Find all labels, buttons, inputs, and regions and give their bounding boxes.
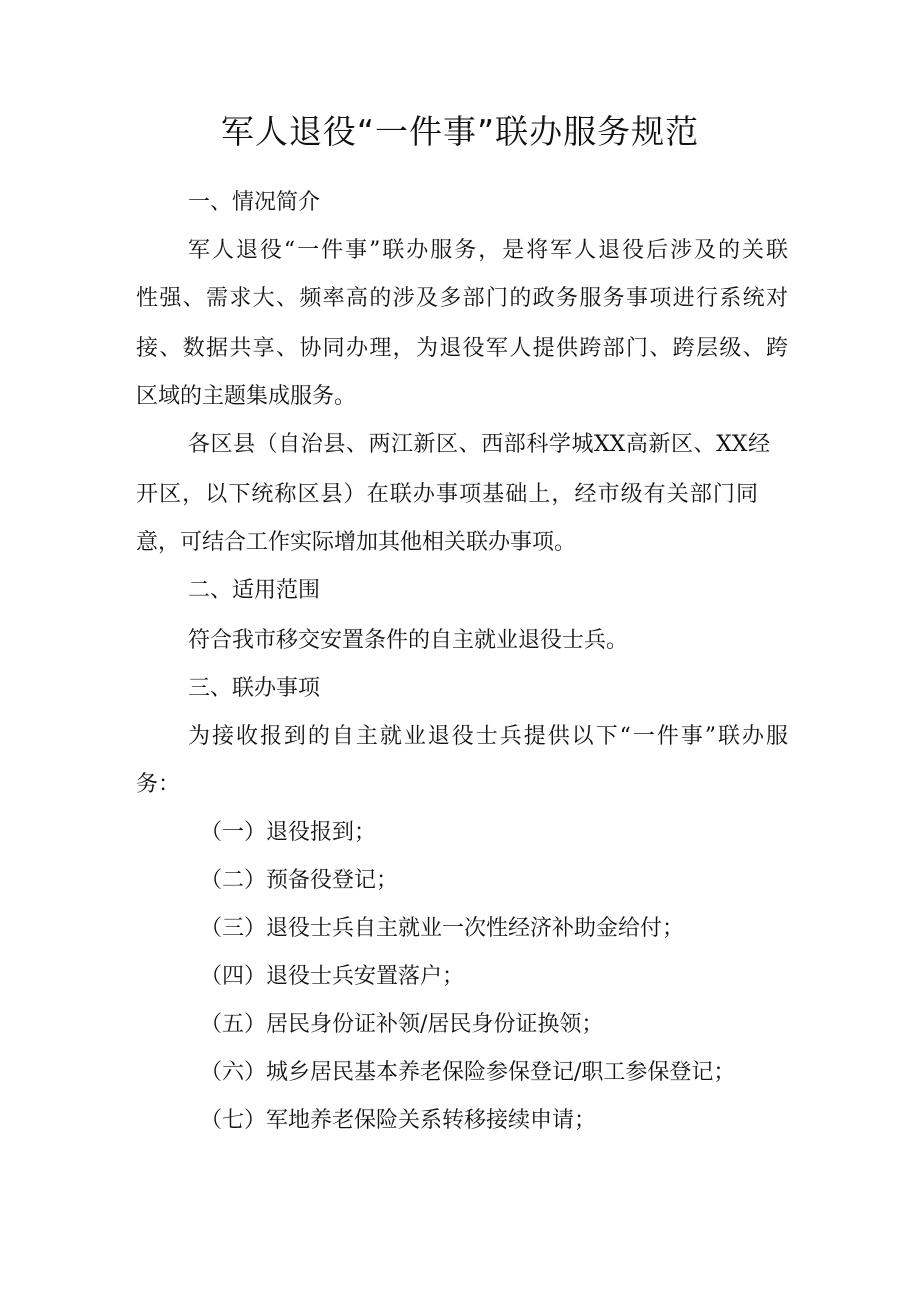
list-item: （一）退役报到；: [200, 820, 377, 845]
list-item: （七）军地养老保险关系转移接续申请；: [200, 1108, 597, 1133]
paragraph-line: 性强、需求大、频率高的涉及多部门的政务服务事项进行系统对: [136, 286, 788, 311]
section-heading-3: 三、联办事项: [188, 676, 321, 701]
paragraph-line: 各区县（自治县、两江新区、西部科学城XX高新区、XX经: [188, 432, 770, 457]
section-heading-2: 二、适用范围: [188, 578, 321, 603]
paragraph-line: 军人退役“一件事”联办服务，是将军人退役后涉及的关联: [188, 238, 788, 263]
list-item: （二）预备役登记；: [200, 868, 399, 893]
list-item: （六）城乡居民基本养老保险参保登记/职工参保登记；: [200, 1060, 736, 1085]
paragraph-line: 开区，以下统称区县）在联办事项基础上，经市级有关部门同: [136, 482, 758, 507]
document-title: 军人退役“一件事”联办服务规范: [220, 112, 700, 151]
paragraph-line: 为接收报到的自主就业退役士兵提供以下“一件事”联办服: [188, 724, 788, 749]
list-item: （四）退役士兵安置落户；: [200, 964, 465, 989]
list-item: （五）居民身份证补领/居民身份证换领；: [200, 1012, 604, 1037]
paragraph-line: 符合我市移交安置条件的自主就业退役士兵。: [188, 628, 629, 653]
paragraph-line: 区域的主题集成服务。: [136, 384, 357, 409]
paragraph-line: 意，可结合工作实际增加其他相关联办事项。: [136, 530, 577, 555]
section-heading-1: 一、情况简介: [188, 190, 321, 215]
paragraph-line: 接、数据共享、协同办理，为退役军人提供跨部门、跨层级、跨: [136, 336, 788, 361]
list-item: （三）退役士兵自主就业一次性经济补助金给付；: [200, 916, 685, 941]
paragraph-line: 务：: [136, 772, 181, 797]
